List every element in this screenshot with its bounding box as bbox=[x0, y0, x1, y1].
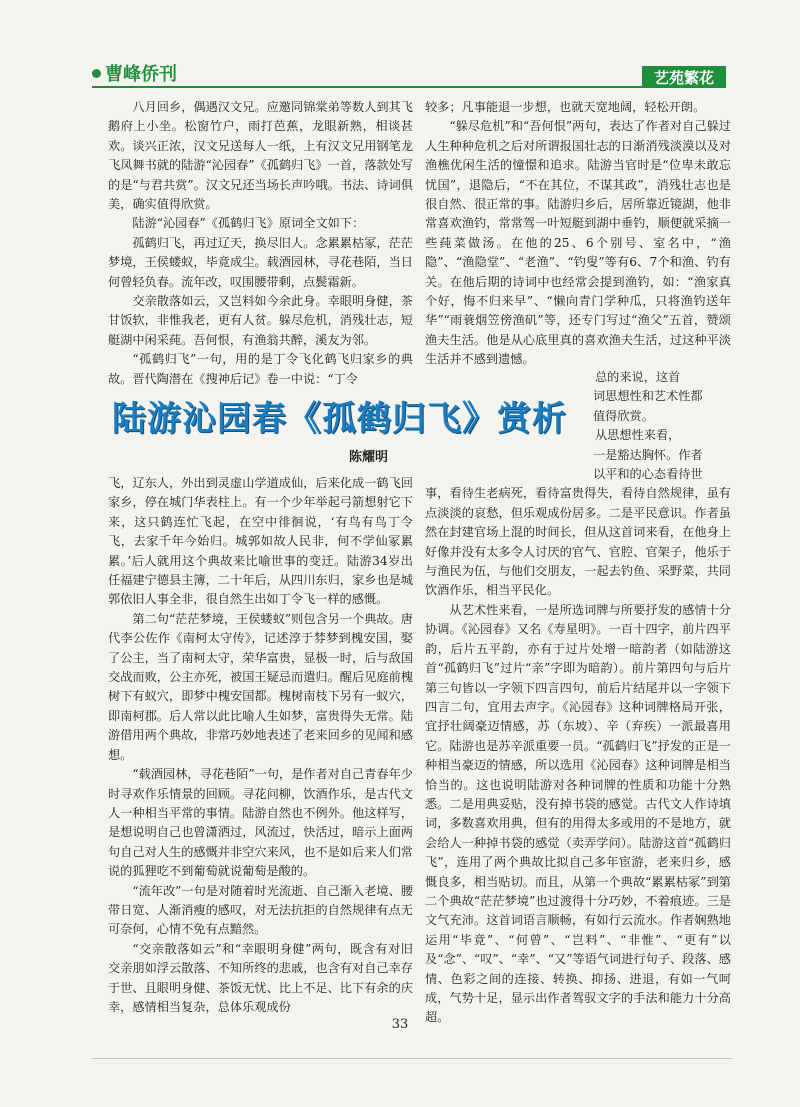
bullet-dot-icon bbox=[92, 69, 101, 78]
article-title: 陆游沁园春《孤鹤归飞》赏析 bbox=[112, 398, 567, 439]
stair-line: 词思想性和艺术性都 bbox=[593, 389, 703, 404]
section-tag: 艺苑繁花 bbox=[642, 66, 726, 88]
header-divider bbox=[92, 86, 722, 88]
column-top-right bbox=[425, 98, 731, 366]
magazine-name: 曹峰侨刊 bbox=[105, 64, 177, 85]
paragraph: “孤鹤归飞”一句，用的是丁令飞化鹤飞归家乡的典故。晋代陶潜在《搜神后记》卷一中说：“丁令 bbox=[108, 352, 413, 386]
poem-stanza: 孤鹤归飞，再过辽天，换尽旧人。念累累枯冢，茫茫梦境，王侯蝼蚁，毕竟成尘。载酒园林，寻花巷陌，当日何曾轻负春。流年改，叹围腰带剩，点鬓霜新。 bbox=[108, 235, 413, 289]
paragraph: 飞，辽东人，外出到灵虚山学道成仙，后来化成一鹤飞回家乡，停在城门华表柱上。有一个少年举起弓箭想射它下来，这只鹤连忙飞起，在空中徘徊说，‘有鸟有鸟丁令飞，去家千年今始归。城郭如故人民非，何不学仙冢累累。’后人就用这个典故来比喻世事的变迁。陆游34岁出任福建宁德县主簿，二十年后，从四川东归，家乡也是城郭依旧人事全非，很自然生出如丁令飞一样的感慨。 bbox=[108, 476, 413, 607]
page-number: 33 bbox=[391, 1017, 409, 1032]
paragraph: “流年改”一句是对随着时光流逝、自己渐入老境、腰带日宽、人渐消瘦的感叹，对无法抗拒的自然规律有点无可奈何，心情不免有点黯然。 bbox=[108, 883, 413, 937]
stair-line: 一是豁达胸怀。作者 bbox=[593, 447, 703, 462]
paragraph: “交亲散落如云”和“幸眼明身健”两句，既含有对旧交亲朋如浮云散落、不知所终的悲戚，也含有对自己幸存于世、且眼明身健、茶饭无忧、比上不足、比下有余的庆幸，感情相当复杂，总体乐观成份 bbox=[108, 941, 413, 1014]
stair-line: 以平和的心态看待世 bbox=[593, 467, 703, 482]
paragraph: “躲尽危机”和“吾何恨”两句，表达了作者对自己躲过人生种种危机之后对所谓报国壮志的日渐消残淡漠以及对渔樵优闲生活的憧憬和追求。陆游当官时是“位卑未敢忘忧国”，退隐后，“不在其位，不谋其政”，消残壮志也是很自然、很正常的事。陆游归乡后，居所靠近镜湖，他非常喜欢渔钓，常常驾一叶短艇到湖中垂钓，顺便就采摘一些莼菜做汤。在他的25、6个别号、室名中，“渔隐”、“渔隐堂”、“老渔”、“钓叟”等有6、7个和渔、钓有关。在他后期的诗词中也经常会提到渔钓，如：“渔家真个好，悔不归来早”、“懒向青门学种瓜，只将渔钓送年华”“雨蓑烟笠傍渔矶”等，还专门写过“渔父”五首，赞颂渔夫生活。他是从心底里真的喜欢渔夫生活，过这种平淡生活并不感到遗憾。 bbox=[425, 119, 731, 367]
stair-line: 值得欣赏。 bbox=[593, 408, 654, 423]
paragraph: 第二句“茫茫梦境，王侯蝼蚁”则包含另一个典故。唐代李公佐作《南柯太守传》，记述淳于棼梦到槐安国，娶了公主，当了南柯太守，荣华富贵，显极一时，后与敌国交战而败，公主亦死，被国王疑忌而遣归。醒后见庭前槐树下有蚁穴，即梦中槐安国都。槐树南枝下另有一蚁穴，即南柯郡。后人常以此比喻人生如梦，富贵得失无常。陆游借用两个典故，非常巧妙地表述了老来回乡的见闻和感想。 bbox=[108, 611, 413, 762]
paragraph: 较多；凡事能退一步想，也就天宽地阔，轻松开朗。 bbox=[425, 100, 706, 114]
paragraph: 陆游“沁园春”《孤鹤归飞》原词全文如下： bbox=[132, 216, 365, 231]
paragraph: “载酒园林，寻花巷陌”一句，是作者对自己青春年少时寻欢作乐情景的回顾。寻花问柳，饮酒作乐，是古代文人一种相当平常的事情。陆游自然也不例外。他这样写，是想说明自己也曾潇洒过，风流过，快活过，暗示上面两句自己对人生的感慨并非空穴来风，也不是如后来人们常说的狐狸吃不到葡萄就说葡萄是酸的。 bbox=[108, 767, 413, 879]
poem-stanza: 交亲散落如云，又岂料如今余此身。幸眼明身健，茶甘饭软，非惟我老，更有人贫。躲尽危机，消残壮志，短艇湖中闲采莼。吾何恨，有渔翁共醉，溪友为邻。 bbox=[108, 294, 413, 347]
paragraph: 八月回乡，偶遇汉文兄。应邀同锦棠弟等数人到其飞鹅府上小坐。松窗竹户，雨打芭蕉，龙眼新熟，相谈甚欢。谈兴正浓，汉文兄送每人一纸，上有汉文兄用钢笔龙飞凤舞书就的陆游“沁园春”《孤鹤归飞》一首，落款处写的是“与君共赏”。汉文兄还当场长声吟哦。书法、诗词俱美，确实值得欣赏。 bbox=[108, 100, 413, 212]
column-top-left bbox=[108, 98, 413, 386]
paragraph: 事，看待生老病死，看待富贵得失，看待自然规律，虽有点淡淡的哀愁，但乐观成份居多。二是平民意识。作者虽然在封建官场上混的时间长，但从这首词来看，在他身上好像并没有太多令人讨厌的官气、官腔、官架子，他乐于与渔民为伍，与他们交朋友，一起去钓鱼、采野菜，共同饮酒作乐，相当平民化。 bbox=[425, 486, 731, 598]
stair-line: 从思想性来看， bbox=[595, 428, 681, 443]
footer-divider bbox=[92, 1058, 732, 1059]
masthead bbox=[92, 62, 177, 84]
paragraph: 从艺术性来看，一是所选词牌与所要抒发的感情十分协调。《沁园春》又名《寿星明》。一百十四字，前片四平韵，后片五平韵，亦有于过片处增一暗韵者（如陆游这首“孤鹤归飞”过片“亲”字即为暗韵）。前片第四句与后片第三句皆以一字领下四言四句，前后片结尾并以一字领下四言二句，宜用去声字。《沁园春》这种词牌格局开张，宜抒壮阔豪迈情感，苏（东坡）、辛（弃疾）一派最喜用它。陆游也是苏辛派重要一员。“孤鹤归飞”抒发的正是一种相当豪迈的情感，所以选用《沁园春》这种词牌是相当恰当的。这也说明陆游对各种词牌的性质和功能十分熟悉。二是用典妥贴，没有掉书袋的感觉。古代文人作诗填词，多数喜欢用典，但有的用得太多或用的不是地方，就会给人一种掉书袋的感觉（卖弄学问）。陆游这首“孤鹤归飞”，连用了两个典故比拟自己多年宦游，老来归乡，感慨良多，相当贴切。而且，从第一个典故“累累枯冢”到第二个典故“茫茫梦境”也过渡得十分巧妙，不着痕迹。三是文气充沛。这首词语言顺畅，有如行云流水。作者娴熟地运用“毕竟”、“何曾”、“岂料”、“非惟”、“更有”以及“念”、“叹”、“幸”、“又”等语气词进行句子、段落、感情、色彩之间的连接、转换、抑扬、进退，有如一气呵成，气势十足，显示出作者驾驭文字的手法和能力十分高超。 bbox=[425, 602, 731, 1025]
article-author: 陈耀明 bbox=[348, 450, 388, 465]
column-bottom-right bbox=[425, 368, 731, 1025]
column-bottom-left bbox=[108, 474, 413, 1014]
stair-line: 总的来说，这首 bbox=[595, 370, 681, 384]
